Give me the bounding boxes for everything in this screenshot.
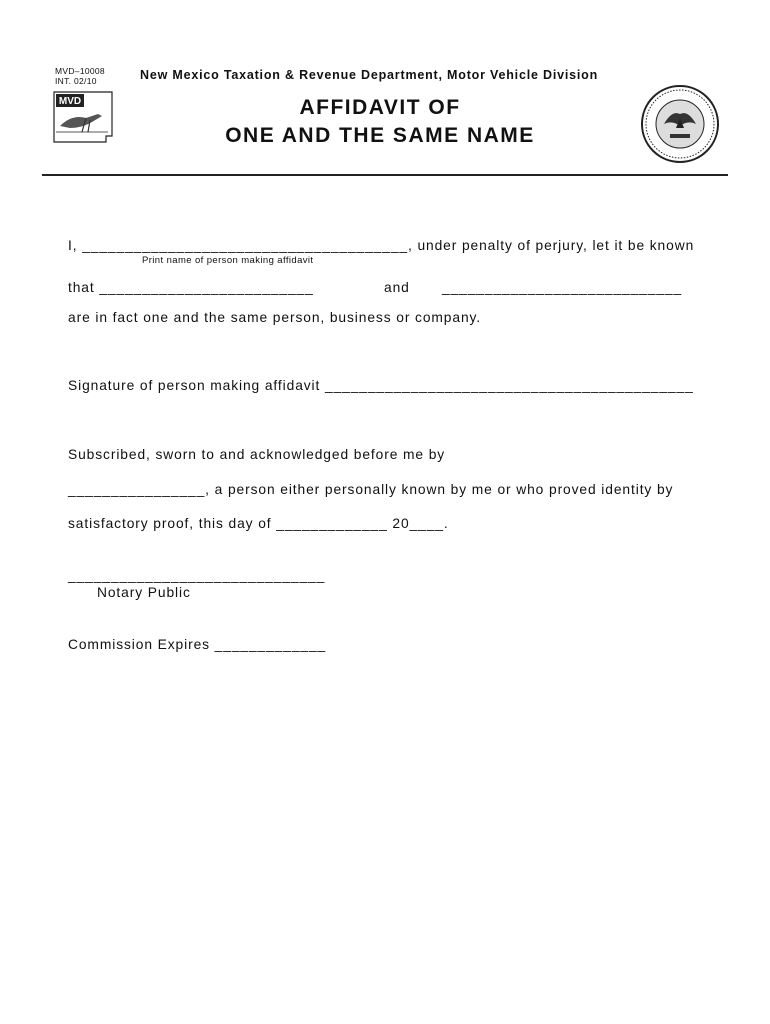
and-label: and <box>384 280 410 295</box>
satisfactory-proof-line: satisfactory proof, this day of _____________ 20____. <box>68 516 449 531</box>
subscribed-statement: Subscribed, sworn to and acknowledged before me by <box>68 447 446 462</box>
affiant-caption: Print name of person making affidavit <box>142 255 314 266</box>
mvd-logo <box>42 86 122 146</box>
second-name-line: ____________________________ <box>442 280 683 295</box>
notary-label: Notary Public <box>97 585 191 600</box>
notary-signature-line: ______________________________ <box>68 568 326 583</box>
first-name-line: that _________________________ <box>68 280 314 295</box>
affiant-line: I, ______________________________________, under penalty of perjury, let it be known <box>68 238 695 253</box>
title-line-2: ONE AND THE SAME NAME <box>225 124 535 147</box>
form-number: MVD–10008 <box>55 66 105 76</box>
same-person-statement: are in fact one and the same person, business or company. <box>68 310 482 325</box>
state-seal-icon <box>640 84 720 164</box>
form-number-block <box>55 66 105 86</box>
mvd-logo-text: MVD <box>58 96 82 107</box>
known-by-line: ________________, a person either personally known by me or who proved identity by <box>68 482 674 497</box>
signature-line: Signature of person making affidavit ___________________________________________ <box>68 378 694 393</box>
form-revision: INT. 02/10 <box>55 76 97 86</box>
commission-expires-line: Commission Expires _____________ <box>68 637 327 652</box>
department-name: New Mexico Taxation & Revenue Department, Motor Vehicle Division <box>140 68 599 82</box>
header-divider <box>42 174 728 176</box>
title-line-1: AFFIDAVIT OF <box>299 96 461 119</box>
